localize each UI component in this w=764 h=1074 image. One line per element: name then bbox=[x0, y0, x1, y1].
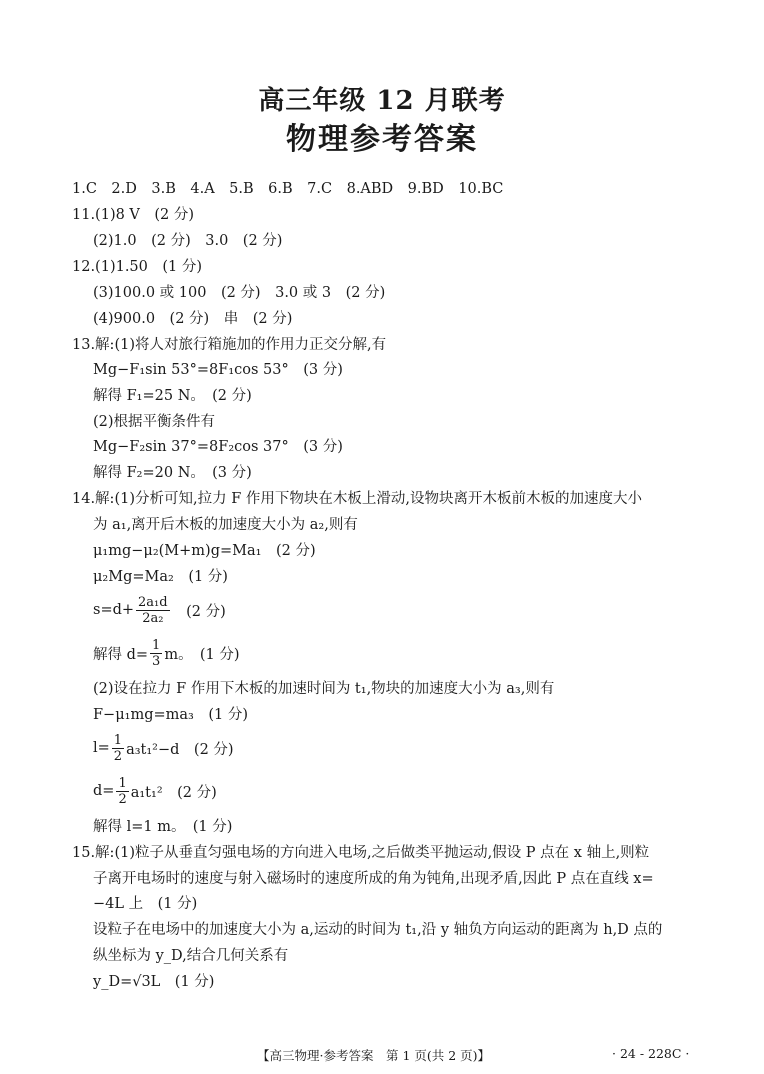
q13-line-4: (2)根据平衡条件有 bbox=[93, 414, 216, 430]
fraction bbox=[136, 595, 170, 626]
q11-line-1: 11.(1)8 V (2 分) bbox=[72, 207, 195, 223]
q13-line-3: 解得 F₁=25 N。 (2 分) bbox=[93, 388, 252, 404]
document-code: · 24 - 228C · bbox=[612, 1046, 690, 1061]
q15-line-6: y_D=√3L (1 分) bbox=[93, 974, 215, 990]
fraction bbox=[116, 776, 128, 807]
fraction-denominator: 2 bbox=[113, 748, 123, 764]
fraction-numerator: 1 bbox=[113, 732, 123, 748]
q14-line-4: μ₂Mg=Ma₂ (1 分) bbox=[93, 569, 228, 585]
page-footer: 【高三物理·参考答案 第 1 页(共 2 页)】 bbox=[257, 1048, 491, 1063]
eq-text: m。 (1 分) bbox=[164, 646, 240, 663]
eq-text: a₁t₁² (2 分) bbox=[130, 784, 217, 801]
fraction-numerator: 1 bbox=[152, 637, 161, 653]
q13-line-6: 解得 F₂=20 N。 (3 分) bbox=[93, 465, 252, 481]
q13-line-2: Mg−F₁sin 53°=8F₁cos 53° (3 分) bbox=[93, 362, 343, 378]
q11-line-2: (2)1.0 (2 分) 3.0 (2 分) bbox=[93, 233, 283, 249]
page-subtitle: 物理参考答案 bbox=[286, 122, 478, 157]
q12-line-1: 12.(1)1.50 (1 分) bbox=[72, 259, 203, 275]
q14-equation-s bbox=[93, 593, 226, 627]
q14-line-1: 14.解:(1)分析可知,拉力 F 作用下物块在木板上滑动,设物块离开木板前木板的加速度大小 bbox=[72, 491, 642, 507]
fraction-numerator: 2a₁d bbox=[138, 594, 168, 610]
fraction-denominator: 2a₂ bbox=[142, 610, 164, 626]
eq-text: d= bbox=[93, 783, 115, 799]
q14-line-3: μ₁mg−μ₂(M+m)g=Ma₁ (2 分) bbox=[93, 543, 316, 559]
fraction-numerator: 1 bbox=[118, 775, 127, 791]
q15-line-2: 子离开电场时的速度与射入磁场时的速度所成的角为钝角,出现矛盾,因此 P 点在直线 x= bbox=[93, 871, 654, 887]
q15-line-1: 15.解:(1)粒子从垂直匀强电场的方向进入电场,之后做类平抛运动,假设 P 点在 x 轴上,则粒 bbox=[72, 845, 650, 861]
q15-line-5: 纵坐标为 y_D,结合几何关系有 bbox=[93, 948, 289, 964]
q15-line-3: −4L 上 (1 分) bbox=[93, 896, 198, 912]
fraction-denominator: 3 bbox=[152, 653, 161, 669]
q14-equation-l bbox=[93, 731, 234, 765]
q13-line-5: Mg−F₂sin 37°=8F₂cos 37° (3 分) bbox=[93, 439, 343, 455]
page-title: 高三年级 12 月联考 bbox=[258, 86, 506, 116]
q15-line-4: 设粒子在电场中的加速度大小为 a,运动的时间为 t₁,沿 y 轴负方向运动的距离为 h,D 点的 bbox=[93, 922, 663, 938]
q14-equation-d bbox=[93, 774, 217, 808]
q13-line-1: 13.解:(1)将人对旅行箱施加的作用力正交分解,有 bbox=[72, 337, 387, 353]
fraction bbox=[150, 638, 162, 669]
eq-text: a₃t₁²−d (2 分) bbox=[126, 741, 234, 758]
q14-line-7: (2)设在拉力 F 作用下木板的加速时间为 t₁,物块的加速度大小为 a₃,则有 bbox=[93, 681, 555, 697]
q14-line-11: 解得 l=1 m。 (1 分) bbox=[93, 819, 233, 835]
eq-text: s=d+ bbox=[93, 602, 135, 618]
eq-text: l= bbox=[93, 740, 110, 756]
q14-line-8: F−μ₁mg=ma₃ (1 分) bbox=[93, 707, 248, 723]
eq-text: (2 分) bbox=[171, 603, 226, 620]
mc-answers: 1.C 2.D 3.B 4.A 5.B 6.B 7.C 8.ABD 9.BD 10.BC bbox=[72, 181, 504, 197]
q12-line-3: (4)900.0 (2 分) 串 (2 分) bbox=[93, 311, 293, 327]
fraction-denominator: 2 bbox=[118, 791, 127, 807]
q14-result-d bbox=[93, 636, 239, 670]
fraction bbox=[112, 733, 124, 764]
q14-line-2: 为 a₁,离开后木板的加速度大小为 a₂,则有 bbox=[93, 517, 358, 533]
q12-line-2: (3)100.0 或 100 (2 分) 3.0 或 3 (2 分) bbox=[93, 285, 386, 301]
eq-text: 解得 d= bbox=[93, 646, 149, 663]
